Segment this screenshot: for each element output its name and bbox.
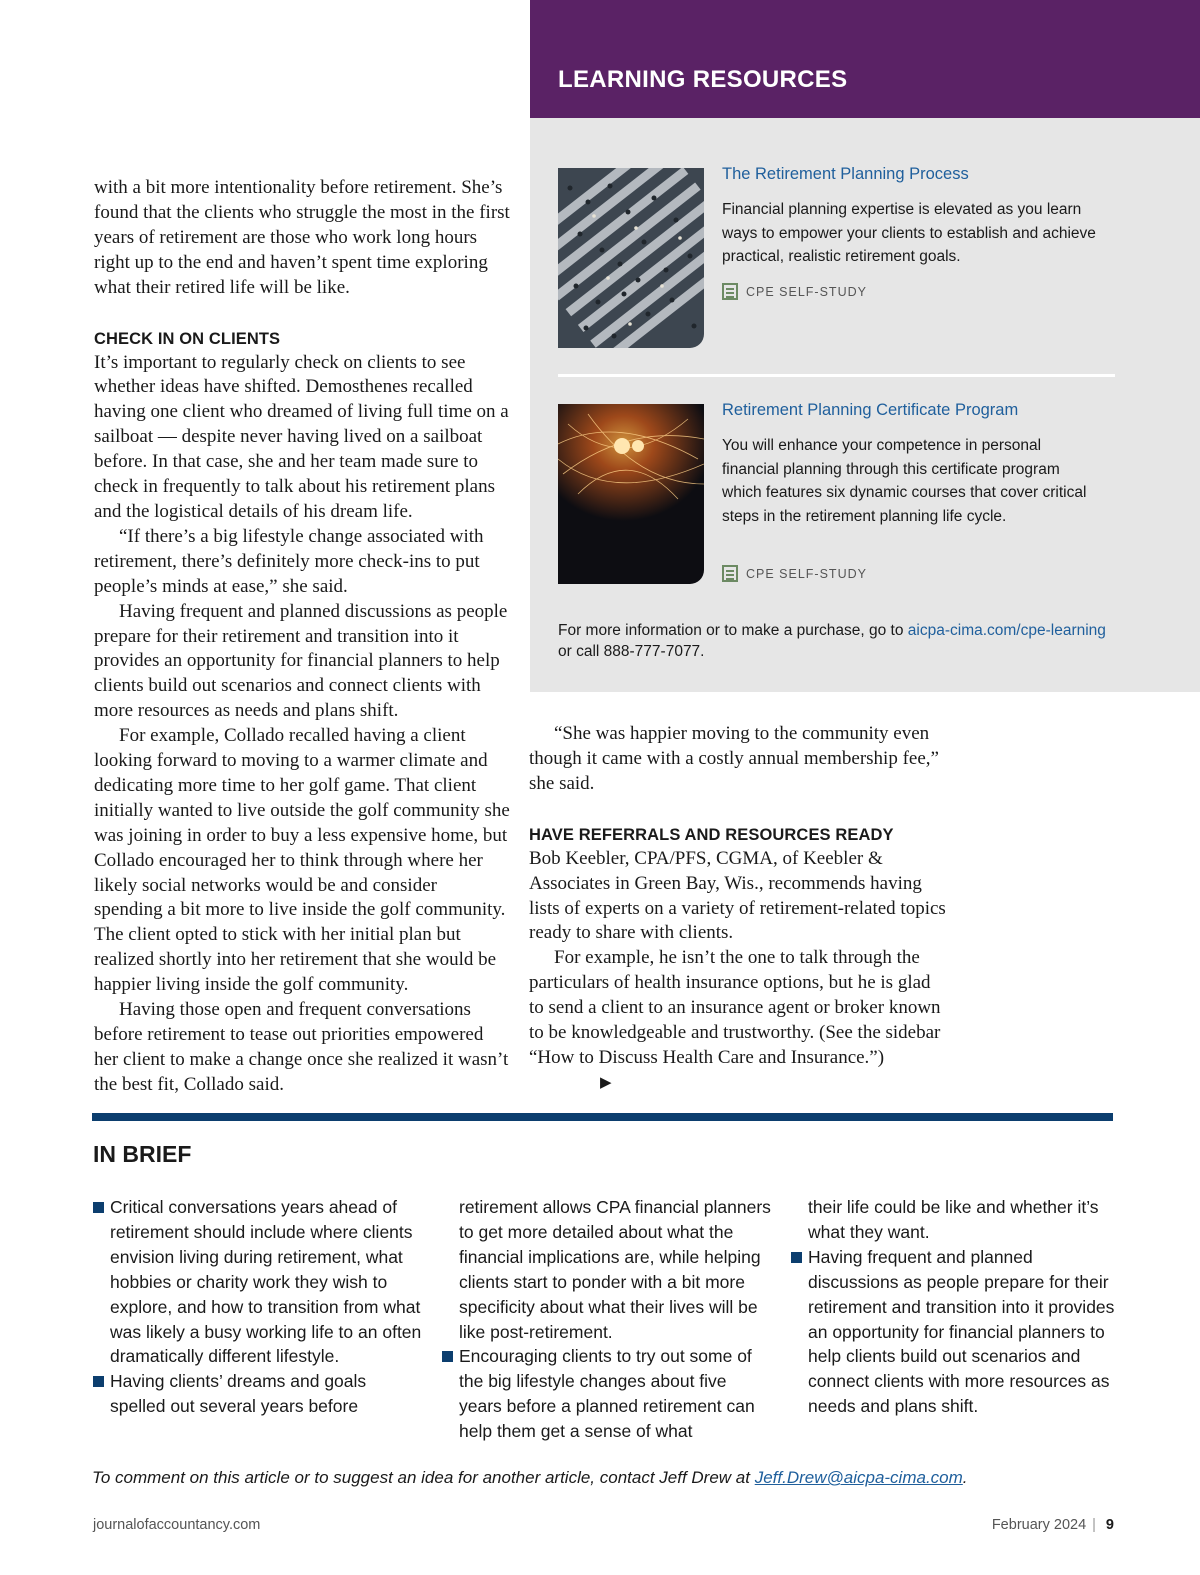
document-icon — [722, 565, 738, 582]
resource-badge-1 — [722, 283, 867, 300]
middle-paragraph-2: Bob Keebler, CPA/PFS, CGMA, of Keebler & Associates in Green Bay, Wis., recommends having lists of experts on a variety of retirement-related topics ready to share with clients. — [529, 847, 946, 944]
resource-description-2: You will enhance your competence in personal financial planning through this certificate program which features six dynamic courses that cover critical steps in the retirement planning life cycle. — [722, 437, 1087, 525]
page-number: 9 — [1105, 1517, 1114, 1533]
middle-paragraph-3-text: For example, he isn’t the one to talk through the particulars of health insurance options, but he is glad to send a client to an insurance agent or broker known to be knowledgeable and trustworthy. (See the sidebar “How to Discuss Health Care and Insurance.”) — [529, 947, 941, 1068]
left-paragraph-4: Having frequent and planned discussions as people prepare for their retirement and transition into it provides an opportunity for financial planners to help clients build out scenarios and connect clients with more resources as needs and plans shift. — [94, 600, 508, 722]
document-icon — [722, 283, 738, 300]
bullet-square-icon — [791, 1252, 802, 1263]
in-brief-bullet-2-continued: retirement allows CPA financial planners to get more detailed about what the financial implications are, while helping clients start to ponder with a bit more specificity about what their lives will be like post-retirement. — [459, 1197, 771, 1342]
crowd-crosswalk-image[interactable] — [558, 168, 704, 348]
bullet-square-icon — [442, 1351, 453, 1362]
footer-site[interactable]: journalofaccountancy.com — [93, 1517, 261, 1533]
bullet-square-icon — [93, 1376, 104, 1387]
in-brief-bullet-4 — [791, 1245, 1121, 1419]
in-brief-column-2 — [442, 1195, 772, 1444]
learning-resources-title: LEARNING RESOURCES — [558, 66, 848, 93]
resource-title-certificate-program[interactable]: Retirement Planning Certificate Program — [722, 401, 1019, 419]
left-paragraph-1: with a bit more intentionality before retirement. She’s found that the clients who struggle the most in the first years of retirement are those who work long hours right up to the end and haven’t spent time exploring what their retired life will be like. — [94, 177, 510, 298]
in-brief-bullet-3 — [442, 1344, 772, 1444]
left-paragraph-2: It’s important to regularly check on clients to see whether ideas have shifted. Demosthenes recalled having one client who dreamed of living full time on a sailboat — despite never having lived on a sailboat before. In that case, she and her team made sure to check in frequently to talk about his retirement plans and the logistical details of his dream life. — [94, 351, 509, 522]
badge-label: CPE SELF-STUDY — [746, 566, 867, 581]
learning-resources-header — [530, 0, 1200, 118]
footer-separator: | — [1092, 1517, 1096, 1533]
footer-date: February 2024 — [991, 1517, 1087, 1533]
bullet-text: Critical conversations years ahead of retirement should include where clients envision living during retirement, what hobbies or charity work they wish to explore, and how to transition from what was likely a busy working life to an often dramatically different lifestyle. — [110, 1197, 422, 1367]
comment-text: To comment on this article or to suggest an idea for another article, contact Jeff Drew at — [92, 1468, 755, 1487]
badge-label: CPE SELF-STUDY — [746, 284, 867, 299]
left-article-column — [94, 176, 510, 1098]
end-of-article-icon: ▶ — [600, 1074, 612, 1091]
bullet-text: Having clients’ dreams and goals spelled out several years before — [110, 1371, 367, 1417]
comment-end: . — [962, 1468, 968, 1487]
section-divider-rule — [92, 1113, 1113, 1121]
section-heading-referrals: HAVE REFERRALS AND RESOURCES READY — [529, 825, 894, 844]
light-trails-image[interactable] — [558, 404, 704, 584]
learning-resources-footer — [558, 620, 1158, 662]
middle-article-column — [529, 722, 949, 1096]
comment-invitation — [92, 1468, 968, 1488]
in-brief-bullet-3-continued: their life could be like and whether it’s what they want. — [808, 1197, 1099, 1242]
in-brief-bullet-2 — [93, 1369, 423, 1419]
left-paragraph-3: “If there’s a big lifestyle change associated with retirement, there’s definitely more check-ins to put people’s minds at ease,” she said. — [94, 525, 484, 597]
cpe-learning-link[interactable]: aicpa-cima.com/cpe-learning — [907, 622, 1106, 639]
bullet-square-icon — [93, 1202, 104, 1213]
left-paragraph-5: For example, Collado recalled having a client looking forward to moving to a warmer climate and dedicating more time to her golf game. That client initially wanted to live outside the golf community she was joining in order to buy a less expensive home, but Collado encouraged her to think through where her likely social networks would be and consider spending a bit more to live inside the golf community. The client opted to stick with her initial plan but realized shortly into her retirement that she would be happier living inside the golf community. — [94, 725, 510, 996]
resource-description-1: Financial planning expertise is elevated as you learn ways to empower your clients to establish and achieve practical, realistic retirement goals. — [722, 201, 1096, 265]
editor-email-link[interactable]: Jeff.Drew@aicpa-cima.com — [754, 1468, 963, 1487]
in-brief-title: IN BRIEF — [93, 1141, 192, 1167]
learning-resources-panel — [530, 118, 1200, 692]
bullet-text: Encouraging clients to try out some of the big lifestyle changes about five years before a planned retirement can help them get a sense of what — [459, 1346, 755, 1442]
middle-paragraph-3 — [529, 946, 949, 1095]
in-brief-column-3 — [791, 1195, 1121, 1419]
resource-divider — [558, 374, 1115, 377]
section-heading-check-in: CHECK IN ON CLIENTS — [94, 329, 281, 348]
bullet-text: Having frequent and planned discussions as people prepare for their retirement and transition into it provides an opportunity for financial planners to help clients build out scenarios and connect clients with more resources as needs and plans shift. — [808, 1246, 1115, 1417]
in-brief-bullet-1 — [93, 1195, 423, 1369]
footer-phone-text: or call 888-777-7077. — [558, 643, 705, 660]
resource-title-retirement-planning-process[interactable]: The Retirement Planning Process — [722, 165, 969, 183]
footer-date-page — [992, 1517, 1114, 1533]
footer-prefix-text: For more information or to make a purchase, go to — [558, 622, 908, 639]
in-brief-column-1 — [93, 1195, 423, 1419]
resource-badge-2 — [722, 565, 867, 582]
left-paragraph-6: Having those open and frequent conversations before retirement to tease out priorities empowered her client to make a change once she realized it wasn’t the best fit, Collado said. — [94, 999, 509, 1095]
middle-paragraph-1: “She was happier moving to the community even though it came with a costly annual membership fee,” she said. — [529, 723, 939, 794]
